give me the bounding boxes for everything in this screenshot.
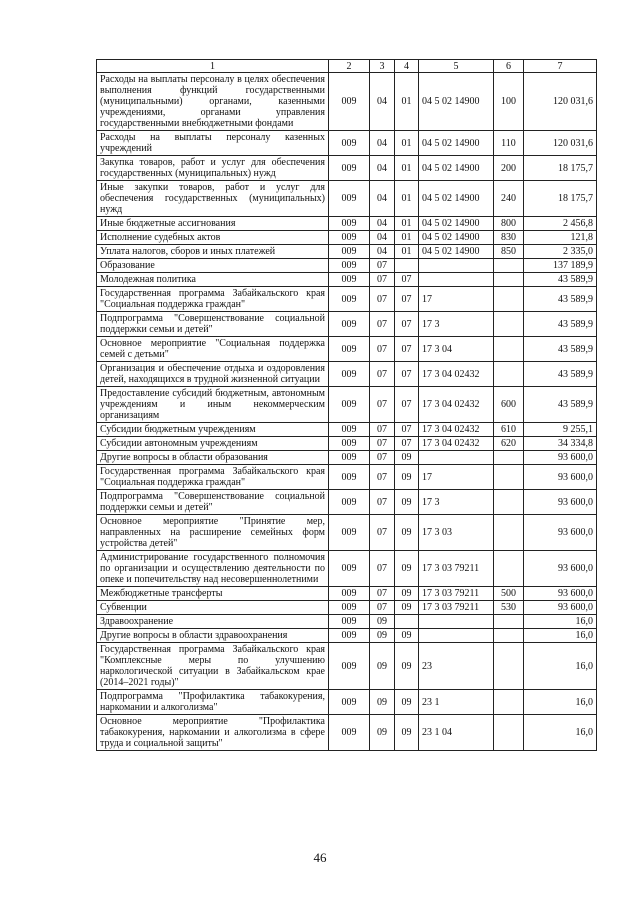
row-name: Молодежная политика [97,273,329,287]
header-col-5: 5 [419,60,494,73]
row-ministry-code: 009 [329,601,370,615]
row-expense-type: 110 [494,131,524,156]
row-ministry-code: 009 [329,515,370,551]
row-amount: 43 589,9 [524,273,597,287]
row-section-code: 04 [370,156,395,181]
row-expense-type [494,615,524,629]
table-row [97,273,597,287]
row-amount: 93 600,0 [524,465,597,490]
row-expense-type: 100 [494,73,524,131]
row-target-code [419,259,494,273]
row-subsection-code: 07 [395,312,419,337]
row-name: Подпрограмма "Профилактика табакокурения, наркомании и алкоголизма" [97,690,329,715]
row-name: Расходы на выплаты персоналу казенных учреждений [97,131,329,156]
row-amount: 43 589,9 [524,287,597,312]
row-subsection-code: 09 [395,690,419,715]
row-subsection-code: 09 [395,629,419,643]
row-subsection-code [395,259,419,273]
row-expense-type: 200 [494,156,524,181]
row-section-code: 04 [370,231,395,245]
row-name: Уплата налогов, сборов и иных платежей [97,245,329,259]
row-section-code: 09 [370,629,395,643]
row-section-code: 07 [370,465,395,490]
row-amount: 16,0 [524,629,597,643]
row-target-code: 17 3 03 79211 [419,587,494,601]
row-expense-type [494,551,524,587]
row-target-code: 04 5 02 14900 [419,181,494,217]
row-expense-type [494,312,524,337]
row-name: Администрирование государственного полномочия по организации и осуществлению деятельности по опеке и попечительству над несовершеннолетними [97,551,329,587]
table-row [97,217,597,231]
row-amount: 93 600,0 [524,451,597,465]
page-number: 46 [313,850,327,865]
row-expense-type: 850 [494,245,524,259]
row-section-code: 07 [370,515,395,551]
row-ministry-code: 009 [329,217,370,231]
row-amount: 43 589,9 [524,387,597,423]
row-subsection-code: 07 [395,337,419,362]
row-ministry-code: 009 [329,715,370,751]
table-row [97,587,597,601]
row-target-code: 17 3 03 [419,515,494,551]
row-name: Подпрограмма "Совершенствование социальной поддержки семьи и детей" [97,312,329,337]
table-row [97,715,597,751]
row-ministry-code: 009 [329,551,370,587]
row-ministry-code: 009 [329,690,370,715]
row-subsection-code: 07 [395,273,419,287]
row-section-code: 07 [370,423,395,437]
row-subsection-code: 09 [395,587,419,601]
row-target-code: 23 [419,643,494,690]
row-section-code: 04 [370,217,395,231]
row-section-code: 07 [370,551,395,587]
row-ministry-code: 009 [329,615,370,629]
row-amount: 43 589,9 [524,337,597,362]
row-expense-type: 500 [494,587,524,601]
row-amount: 16,0 [524,690,597,715]
row-subsection-code: 09 [395,465,419,490]
row-expense-type [494,643,524,690]
row-section-code: 07 [370,587,395,601]
row-amount: 43 589,9 [524,362,597,387]
row-target-code: 17 3 [419,312,494,337]
table-row [97,387,597,423]
row-target-code: 04 5 02 14900 [419,245,494,259]
row-ministry-code: 009 [329,387,370,423]
table-row [97,551,597,587]
row-section-code: 09 [370,643,395,690]
row-name: Основное мероприятие "Социальная поддержка семей с детьми" [97,337,329,362]
table-row [97,643,597,690]
row-expense-type [494,515,524,551]
row-section-code: 09 [370,715,395,751]
header-col-7: 7 [524,60,597,73]
table-row [97,337,597,362]
row-name: Подпрограмма "Совершенствование социальной поддержки семьи и детей" [97,490,329,515]
row-name: Образование [97,259,329,273]
row-target-code: 17 [419,465,494,490]
row-target-code: 04 5 02 14900 [419,217,494,231]
row-amount: 18 175,7 [524,181,597,217]
row-amount: 16,0 [524,715,597,751]
row-amount: 121,8 [524,231,597,245]
row-name: Здравоохранение [97,615,329,629]
row-ministry-code: 009 [329,643,370,690]
row-target-code: 17 3 04 02432 [419,423,494,437]
row-expense-type [494,465,524,490]
row-section-code: 07 [370,287,395,312]
row-section-code: 07 [370,259,395,273]
row-subsection-code [395,615,419,629]
row-expense-type: 830 [494,231,524,245]
row-target-code: 17 3 04 [419,337,494,362]
row-name: Исполнение судебных актов [97,231,329,245]
row-expense-type [494,715,524,751]
row-target-code: 17 3 03 79211 [419,601,494,615]
row-subsection-code: 09 [395,490,419,515]
header-col-3: 3 [370,60,395,73]
table-row [97,259,597,273]
table-row [97,690,597,715]
row-target-code: 17 3 04 02432 [419,437,494,451]
row-expense-type [494,362,524,387]
table-row [97,362,597,387]
row-section-code: 04 [370,181,395,217]
row-name: Иные закупки товаров, работ и услуг для обеспечения государственных (муниципальных) нужд [97,181,329,217]
row-name: Государственная программа Забайкальского края "Социальная поддержка граждан" [97,465,329,490]
budget-table [96,59,597,751]
row-name: Государственная программа Забайкальского края "Социальная поддержка граждан" [97,287,329,312]
row-ministry-code: 009 [329,312,370,337]
row-subsection-code: 09 [395,715,419,751]
row-section-code: 07 [370,362,395,387]
row-subsection-code: 09 [395,551,419,587]
row-ministry-code: 009 [329,451,370,465]
table-row [97,615,597,629]
row-expense-type [494,337,524,362]
row-target-code: 17 3 03 79211 [419,551,494,587]
table-row [97,515,597,551]
row-target-code: 04 5 02 14900 [419,156,494,181]
row-target-code: 04 5 02 14900 [419,131,494,156]
row-target-code: 17 3 04 02432 [419,362,494,387]
row-section-code: 07 [370,437,395,451]
row-name: Предоставление субсидий бюджетным, автономным учреждениям и иным некоммерческим организациям [97,387,329,423]
row-subsection-code: 09 [395,515,419,551]
row-target-code: 23 1 [419,690,494,715]
row-expense-type: 240 [494,181,524,217]
row-expense-type [494,490,524,515]
row-expense-type: 610 [494,423,524,437]
row-target-code [419,451,494,465]
row-ministry-code: 009 [329,337,370,362]
header-col-6: 6 [494,60,524,73]
row-name: Другие вопросы в области здравоохранения [97,629,329,643]
table-row [97,131,597,156]
row-target-code [419,629,494,643]
row-ministry-code: 009 [329,587,370,601]
row-ministry-code: 009 [329,490,370,515]
row-target-code [419,615,494,629]
table-row [97,629,597,643]
row-subsection-code: 01 [395,156,419,181]
row-subsection-code: 09 [395,643,419,690]
row-expense-type: 800 [494,217,524,231]
row-section-code: 07 [370,490,395,515]
row-expense-type: 620 [494,437,524,451]
row-section-code: 07 [370,312,395,337]
table-row [97,490,597,515]
row-subsection-code: 01 [395,181,419,217]
table-row [97,231,597,245]
table-body [97,73,597,751]
table-row [97,312,597,337]
row-target-code: 17 3 04 02432 [419,387,494,423]
row-amount: 2 335,0 [524,245,597,259]
row-name: Государственная программа Забайкальского края "Комплексные меры по улучшению наркологической ситуации в Забайкальском крае (2014–2021 годы)" [97,643,329,690]
row-target-code: 17 [419,287,494,312]
row-name: Иные бюджетные ассигнования [97,217,329,231]
row-section-code: 04 [370,73,395,131]
row-ministry-code: 009 [329,131,370,156]
row-expense-type [494,690,524,715]
row-expense-type [494,273,524,287]
row-subsection-code: 01 [395,245,419,259]
row-section-code: 04 [370,131,395,156]
row-amount: 16,0 [524,643,597,690]
row-ministry-code: 009 [329,437,370,451]
row-section-code: 09 [370,615,395,629]
row-subsection-code: 07 [395,437,419,451]
row-ministry-code: 009 [329,245,370,259]
row-expense-type [494,259,524,273]
row-name: Расходы на выплаты персоналу в целях обеспечения выполнения функций государственными (муниципальными) органами, казенными учреждениями, органами управления государственными внебюджетными фондами [97,73,329,131]
row-expense-type: 600 [494,387,524,423]
table-row [97,601,597,615]
table-row [97,437,597,451]
row-section-code: 07 [370,337,395,362]
row-name: Другие вопросы в области образования [97,451,329,465]
row-subsection-code: 01 [395,131,419,156]
table-row [97,245,597,259]
row-amount: 16,0 [524,615,597,629]
row-section-code: 09 [370,690,395,715]
row-amount: 93 600,0 [524,587,597,601]
row-ministry-code: 009 [329,231,370,245]
row-ministry-code: 009 [329,156,370,181]
table-row [97,156,597,181]
row-target-code: 17 3 [419,490,494,515]
row-ministry-code: 009 [329,73,370,131]
row-amount: 9 255,1 [524,423,597,437]
row-expense-type: 530 [494,601,524,615]
row-subsection-code: 07 [395,362,419,387]
row-amount: 120 031,6 [524,73,597,131]
row-amount: 34 334,8 [524,437,597,451]
table-row [97,465,597,490]
table-row [97,181,597,217]
row-subsection-code: 01 [395,231,419,245]
row-amount: 93 600,0 [524,490,597,515]
row-amount: 120 031,6 [524,131,597,156]
row-ministry-code: 009 [329,423,370,437]
row-ministry-code: 009 [329,287,370,312]
table-row [97,287,597,312]
row-amount: 93 600,0 [524,551,597,587]
row-name: Субвенции [97,601,329,615]
row-amount: 43 589,9 [524,312,597,337]
row-target-code: 04 5 02 14900 [419,73,494,131]
row-name: Закупка товаров, работ и услуг для обеспечения государственных (муниципальных) нужд [97,156,329,181]
row-section-code: 07 [370,601,395,615]
row-subsection-code: 01 [395,73,419,131]
header-col-2: 2 [329,60,370,73]
row-expense-type [494,629,524,643]
row-section-code: 07 [370,451,395,465]
row-subsection-code: 01 [395,217,419,231]
row-expense-type [494,451,524,465]
row-section-code: 07 [370,387,395,423]
table-row [97,423,597,437]
row-amount: 137 189,9 [524,259,597,273]
row-name: Организация и обеспечение отдыха и оздоровления детей, находящихся в трудной жизненной ситуации [97,362,329,387]
table-row [97,73,597,131]
row-name: Субсидии бюджетным учреждениям [97,423,329,437]
row-subsection-code: 07 [395,287,419,312]
row-name: Субсидии автономным учреждениям [97,437,329,451]
row-subsection-code: 09 [395,451,419,465]
row-target-code: 04 5 02 14900 [419,231,494,245]
row-ministry-code: 009 [329,465,370,490]
row-target-code [419,273,494,287]
row-ministry-code: 009 [329,181,370,217]
row-name: Основное мероприятие "Принятие мер, направленных на расширение семейных форм устройства детей" [97,515,329,551]
row-name: Межбюджетные трансферты [97,587,329,601]
header-col-1: 1 [97,60,329,73]
row-ministry-code: 009 [329,629,370,643]
row-subsection-code: 07 [395,387,419,423]
row-amount: 2 456,8 [524,217,597,231]
row-ministry-code: 009 [329,259,370,273]
row-ministry-code: 009 [329,273,370,287]
row-section-code: 04 [370,245,395,259]
row-name: Основное мероприятие "Профилактика табакокурения, наркомании и алкоголизма в сфере труда и социальной защиты" [97,715,329,751]
table-row [97,451,597,465]
table-header-row [97,60,597,73]
row-section-code: 07 [370,273,395,287]
header-col-4: 4 [395,60,419,73]
row-subsection-code: 07 [395,423,419,437]
row-target-code: 23 1 04 [419,715,494,751]
row-amount: 93 600,0 [524,515,597,551]
row-amount: 93 600,0 [524,601,597,615]
row-subsection-code: 09 [395,601,419,615]
row-ministry-code: 009 [329,362,370,387]
row-expense-type [494,287,524,312]
row-amount: 18 175,7 [524,156,597,181]
